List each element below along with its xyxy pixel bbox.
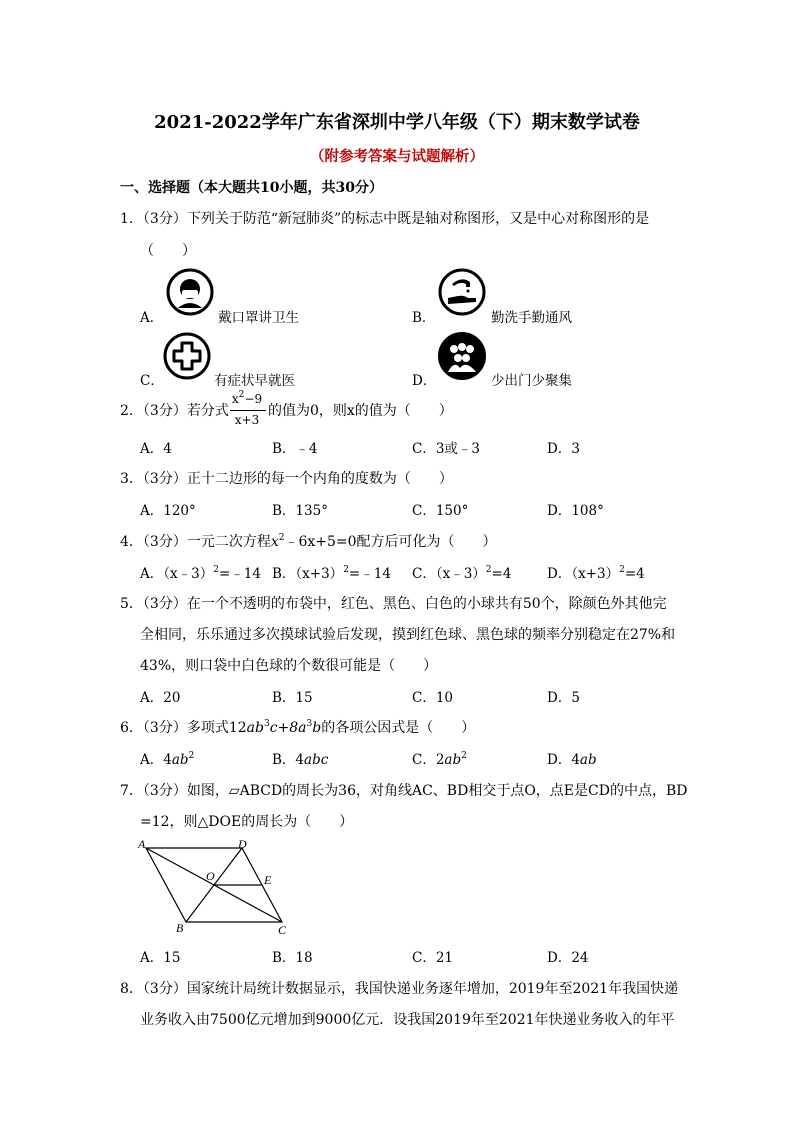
question-5-line-1: 5．（3分）在一个不透明的布袋中，红色、黑色、白色的小球共有50个，除颜色外其他完 [120,596,667,612]
question-2-suffix: 的值为0，则x的值为（ ） [268,403,453,419]
q5-option-b: B．15 [272,690,313,706]
q4-option-b: B．$(x+3)^2=﹣14$ [272,565,391,582]
page-subtitle: （附参考答案与试题解析） [310,148,484,165]
q3-option-a: A．120° [140,503,196,519]
q7-option-a: A．15 [140,950,181,966]
question-7-line-2: =12，则△DOE的周长为（ ） [140,814,354,830]
q2-denominator: x+3 [234,413,260,427]
q6-option-a: A．$4ab^2$ [140,751,195,768]
question-1-text: 1．（3分）下列关于防范“新冠肺炎”的标志中既是轴对称图形，又是中心对称图形的是 [120,211,650,227]
q4-option-d: D．$(x+3)^2=4$ [547,565,645,582]
q2-option-d: D．3 [547,441,580,457]
question-5-line-2: 全相同，乐乐通过多次摸球试验后发现，摸到红色球、黑色球的频率分别稳定在27%和 [140,627,676,643]
q1-option-c-letter: C． [140,373,164,389]
page-title: 2021-2022学年广东省深圳中学八年级（下）期末数学试卷 [154,112,640,133]
medical-cross-icon [163,332,211,380]
q3-option-c: C．150° [412,503,469,519]
q2-numerator: $x^2-9$ [231,390,263,406]
q2-option-b: B．﹣4 [272,441,318,457]
q1-option-a-letter: A． [140,310,164,326]
q3-option-d: D．108° [547,503,604,519]
label-o: O [206,869,215,883]
q3-option-b: B．135° [272,503,328,519]
q6-option-b: B．4abc [272,752,329,768]
q7-option-c: C．21 [412,950,454,966]
question-3-text: 3．（3分）正十二边形的每一个内角的度数为（ ） [120,471,453,487]
label-b: B [176,921,184,935]
question-8-line-2: 业务收入由7500亿元增加到9000亿元．设我国2019年至2021年快递业务收入的年平 [140,1012,675,1028]
label-d: D [238,837,247,851]
question-6-text: 6．（3分）多项式$12ab^3c+8a^3b$的各项公因式是（ ） [120,719,476,736]
q1-option-d-letter: D． [412,373,437,389]
label-e: E [264,873,272,887]
question-8-line-1: 8．（3分）国家统计局统计数据显示，我国快递业务逐年增加，2019年至2021年我国快递 [120,981,679,997]
q5-option-c: C．10 [412,690,454,706]
q4-option-c: C．（x﹣3）$^2$=4 [412,565,512,582]
q7-option-b: B．18 [272,950,313,966]
q1-option-d-label: 少出门少聚集 [491,373,572,389]
q2-option-c: C．3或﹣3 [412,441,481,457]
label-c: C [278,923,287,936]
q1-option-b-label: 勤洗手勤通风 [491,310,572,326]
question-7-line-1: 7．（3分）如图，▱ABCD的周长为36，对角线AC、BD相交于点O，点E是CD的中点，BD [120,783,688,799]
q2-fraction-bar [230,410,266,411]
q4-option-a: A．（x﹣3）$^2$=﹣14 [140,565,261,582]
q2-option-a: A．4 [140,441,172,457]
section-heading: 一、选择题（本大题共10小题，共30分） [120,180,383,196]
q6-option-d: D．4ab [547,752,597,768]
question-1-bracket: （ ） [140,243,196,259]
label-a: A [138,837,146,851]
q7-option-d: D．24 [547,950,589,966]
q1-option-b-letter: B． [412,310,436,326]
mask-person-icon [166,268,214,316]
question-2-prefix: 2．（3分）若分式 [120,403,229,419]
question-4-text: 4．（3分）一元二次方程$x^2﹣6x+5=0$配方后可化为（ ） [120,533,497,550]
q1-option-a-label: 戴口罩讲卫生 [218,310,299,326]
q6-option-c: C．$2ab^2$ [412,751,467,768]
q5-option-d: D．5 [547,690,580,706]
q1-option-c-label: 有症状早就医 [214,373,295,389]
parallelogram-figure [130,836,300,936]
crowd-icon [438,332,486,380]
q5-option-a: A．20 [140,690,181,706]
hand-washing-icon [438,268,486,316]
question-5-line-3: 43%，则口袋中白色球的个数很可能是（ ） [140,658,438,674]
